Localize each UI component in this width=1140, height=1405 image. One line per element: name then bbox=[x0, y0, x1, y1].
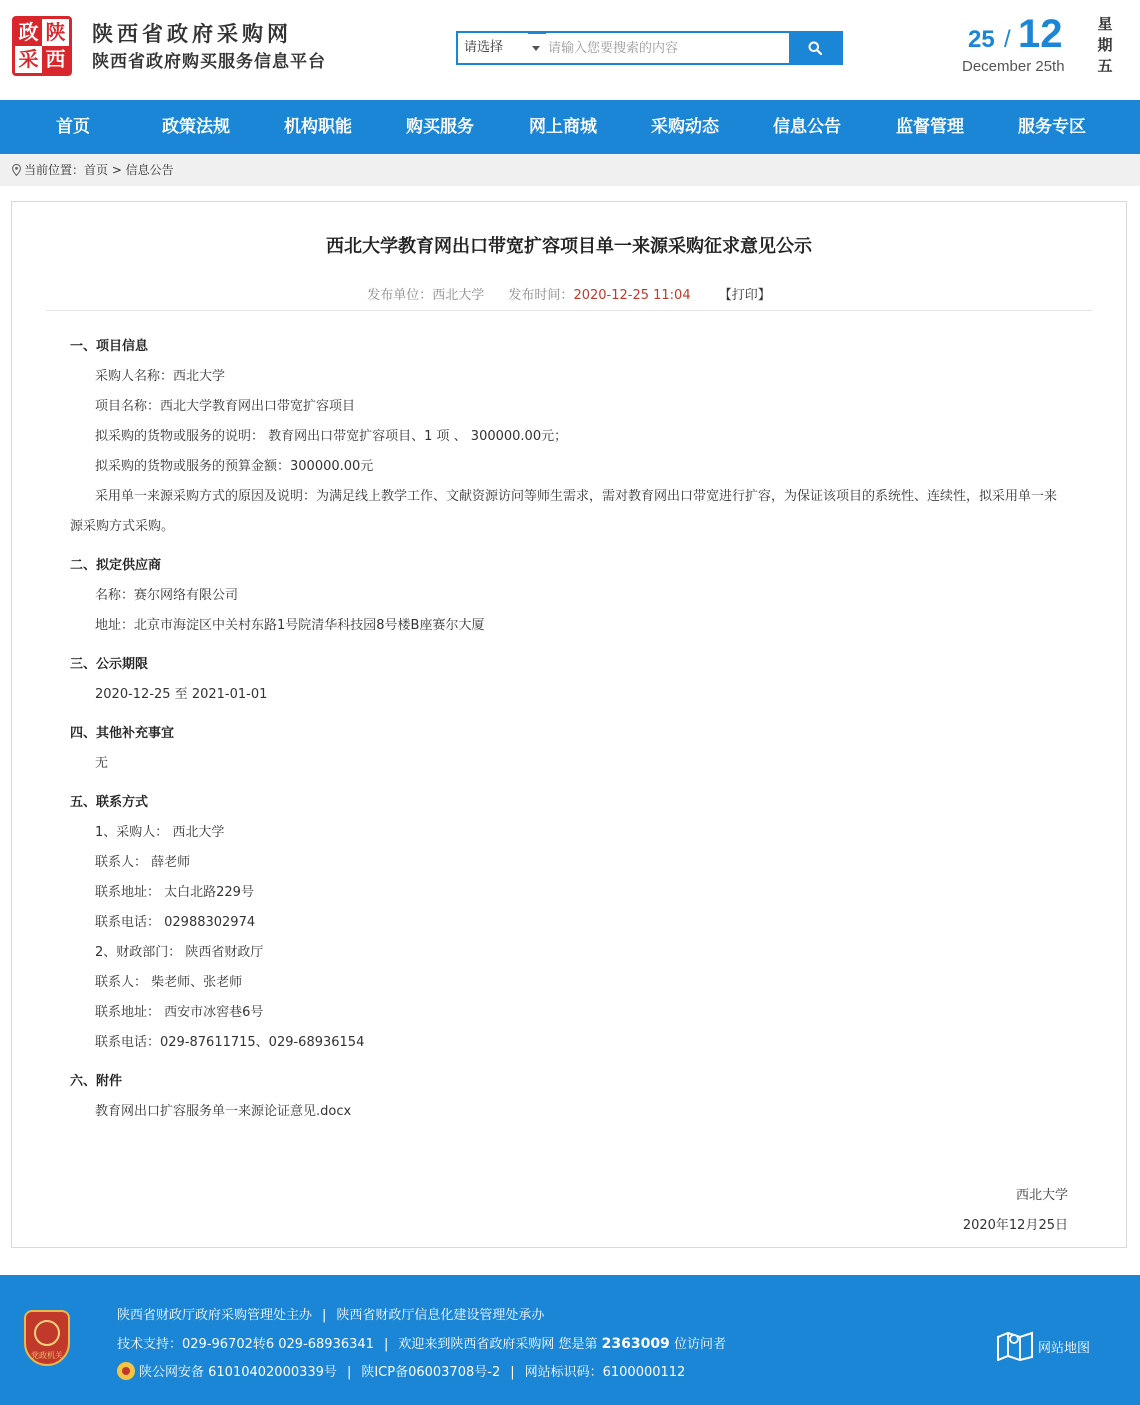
signature-date: 2020年12月25日 bbox=[962, 1218, 1068, 1233]
signature: 西北大学 bbox=[1015, 1188, 1068, 1203]
body-line: 名称：赛尔网络有限公司 bbox=[95, 588, 239, 603]
footer-sep: | bbox=[383, 1337, 389, 1352]
weekday-char: 星 bbox=[1097, 15, 1113, 33]
location-pin-icon bbox=[12, 164, 21, 176]
footer-sep: | bbox=[510, 1365, 515, 1380]
article-title: 西北大学教育网出口带宽扩容项目单一来源采购征求意见公示 bbox=[326, 236, 812, 257]
section-heading: 四、其他补充事宜 bbox=[70, 726, 175, 741]
body-line: 拟采购的货物或服务的说明： 教育网出口带宽扩容项目、1 项 、 300000.00元； bbox=[95, 429, 568, 444]
logo-char: 采 bbox=[15, 46, 42, 73]
body-line: 2020-12-25 至 2021-01-01 bbox=[95, 687, 268, 702]
section-heading: 三、公示期限 bbox=[70, 657, 149, 672]
body-line: 拟采购的货物或服务的预算金额：300000.00元 bbox=[95, 459, 374, 474]
body-line: 联系电话： 02988302974 bbox=[95, 915, 256, 930]
search-input[interactable] bbox=[548, 33, 788, 63]
attachment-link[interactable]: 教育网出口扩容服务单一来源论证意见.docx bbox=[95, 1104, 352, 1119]
police-badge-icon bbox=[117, 1362, 135, 1380]
date-widget bbox=[958, 12, 1128, 84]
nav-item-institutions[interactable]: 机构职能 bbox=[284, 117, 352, 137]
body-line: 项目名称：西北大学教育网出口带宽扩容项目 bbox=[95, 399, 356, 414]
site-logo[interactable] bbox=[12, 16, 72, 76]
footer-sep: | bbox=[346, 1365, 352, 1380]
nav-item-home[interactable]: 首页 bbox=[56, 117, 90, 137]
site-subtitle: 陕西省政府购买服务信息平台 bbox=[92, 52, 326, 72]
footer-operator: 陕西省财政厅信息化建设管理处承办 bbox=[336, 1308, 545, 1323]
chevron-down-icon bbox=[532, 46, 540, 51]
article-panel bbox=[11, 201, 1127, 1248]
police-record-link[interactable]: 陕公网安备 61010402000339号 bbox=[139, 1365, 337, 1380]
footer-line-organizers bbox=[117, 1306, 544, 1326]
emblem-icon bbox=[34, 1320, 60, 1346]
visitor-count: 2363009 bbox=[601, 1336, 670, 1352]
section-heading: 六、附件 bbox=[70, 1074, 123, 1089]
body-line: 采用单一来源采购方式的原因及说明：为满足线上教学工作、文献资源访问等师生需求，需对教育网出口带宽进行扩容，为保证该项目的系统性、连续性，拟采用单一来 bbox=[95, 489, 1058, 504]
weekday-char: 期 bbox=[1097, 36, 1113, 54]
search-bar bbox=[456, 31, 843, 65]
body-line: 1、采购人： 西北大学 bbox=[95, 825, 225, 840]
search-icon bbox=[808, 41, 822, 55]
breadcrumb bbox=[0, 154, 1140, 186]
footer-line-support bbox=[117, 1334, 726, 1354]
section-heading: 一、项目信息 bbox=[70, 339, 149, 354]
body-line: 联系地址： 太白北路229号 bbox=[95, 885, 254, 900]
nav-item-supervision[interactable]: 监督管理 bbox=[896, 117, 964, 137]
breadcrumb-text[interactable]: 当前位置：首页 > 信息公告 bbox=[24, 163, 174, 177]
party-government-badge[interactable] bbox=[24, 1310, 70, 1366]
footer-line-records bbox=[117, 1362, 685, 1382]
weekday-char: 五 bbox=[1097, 57, 1113, 75]
body-line: 联系电话：029-87611715、029-68936154 bbox=[95, 1035, 365, 1050]
footer-support: 技术支持：029-96702转6 029-68936341 bbox=[117, 1337, 374, 1352]
publisher: 西北大学 bbox=[432, 288, 485, 303]
publish-time: 2020-12-25 11:04 bbox=[573, 288, 691, 303]
nav-item-service-zone[interactable]: 服务专区 bbox=[1018, 117, 1086, 137]
logo-char: 陕 bbox=[42, 19, 69, 46]
date-weekday bbox=[1096, 14, 1114, 77]
header bbox=[0, 0, 1140, 100]
body-paragraph bbox=[70, 482, 1070, 542]
badge-text: 党政机关 bbox=[31, 1351, 63, 1360]
body-line: 采购人名称：西北大学 bbox=[95, 369, 226, 384]
body-line: 2、财政部门： 陕西省财政厅 bbox=[95, 945, 264, 960]
search-category-select[interactable] bbox=[458, 33, 546, 63]
body-line: 联系地址： 西安市冰窖巷6号 bbox=[95, 1005, 264, 1020]
nav-item-purchase-service[interactable]: 购买服务 bbox=[406, 117, 474, 137]
site-title: 陕西省政府采购网 bbox=[92, 22, 292, 46]
publisher-label: 发布单位： bbox=[367, 288, 433, 303]
site-code: 网站标识码：6100000112 bbox=[524, 1365, 686, 1380]
main-nav bbox=[0, 100, 1140, 154]
search-button[interactable] bbox=[789, 33, 841, 63]
footer bbox=[0, 1275, 1140, 1405]
date-month: 12 bbox=[1018, 12, 1063, 56]
nav-item-news[interactable]: 采购动态 bbox=[651, 117, 719, 137]
section-heading: 二、拟定供应商 bbox=[70, 558, 162, 573]
date-slash: / bbox=[1004, 26, 1011, 53]
search-category-value: 请选择 bbox=[464, 40, 504, 55]
body-line: 无 bbox=[95, 756, 109, 771]
time-label: 发布时间： bbox=[508, 288, 574, 303]
body-line: 联系人： 薛老师 bbox=[95, 855, 191, 870]
section-heading: 五、联系方式 bbox=[70, 795, 149, 810]
map-icon[interactable] bbox=[996, 1329, 1034, 1361]
body-line: 源采购方式采购。 bbox=[70, 519, 175, 534]
article-body bbox=[70, 332, 1070, 1127]
body-line: 联系人： 柴老师、张老师 bbox=[95, 975, 243, 990]
body-line: 地址：北京市海淀区中关村东路1号院清华科技园8号楼B座赛尔大厦 bbox=[95, 618, 485, 633]
footer-welcome: 欢迎来到陕西省政府采购网 您是第 bbox=[398, 1337, 598, 1352]
print-button[interactable]: 【打印】 bbox=[718, 288, 771, 303]
footer-welcome-suffix: 位访问者 bbox=[673, 1337, 726, 1352]
divider bbox=[46, 310, 1092, 311]
logo-char: 西 bbox=[45, 47, 66, 71]
date-day: 25 bbox=[968, 26, 995, 53]
icp-record-link[interactable]: 陕ICP备06003708号-2 bbox=[361, 1365, 501, 1380]
sitemap-link[interactable]: 网站地图 bbox=[1038, 1341, 1091, 1356]
footer-host: 陕西省财政厅政府采购管理处主办 bbox=[117, 1308, 313, 1323]
nav-item-online-mall[interactable]: 网上商城 bbox=[529, 117, 597, 137]
nav-item-policy[interactable]: 政策法规 bbox=[162, 117, 230, 137]
footer-sep: | bbox=[322, 1308, 327, 1323]
select-accent bbox=[528, 31, 546, 34]
nav-item-announcements[interactable]: 信息公告 bbox=[773, 117, 841, 137]
date-english: December 25th bbox=[962, 58, 1065, 75]
logo-char: 政 bbox=[18, 20, 39, 44]
article-meta bbox=[12, 284, 1126, 303]
